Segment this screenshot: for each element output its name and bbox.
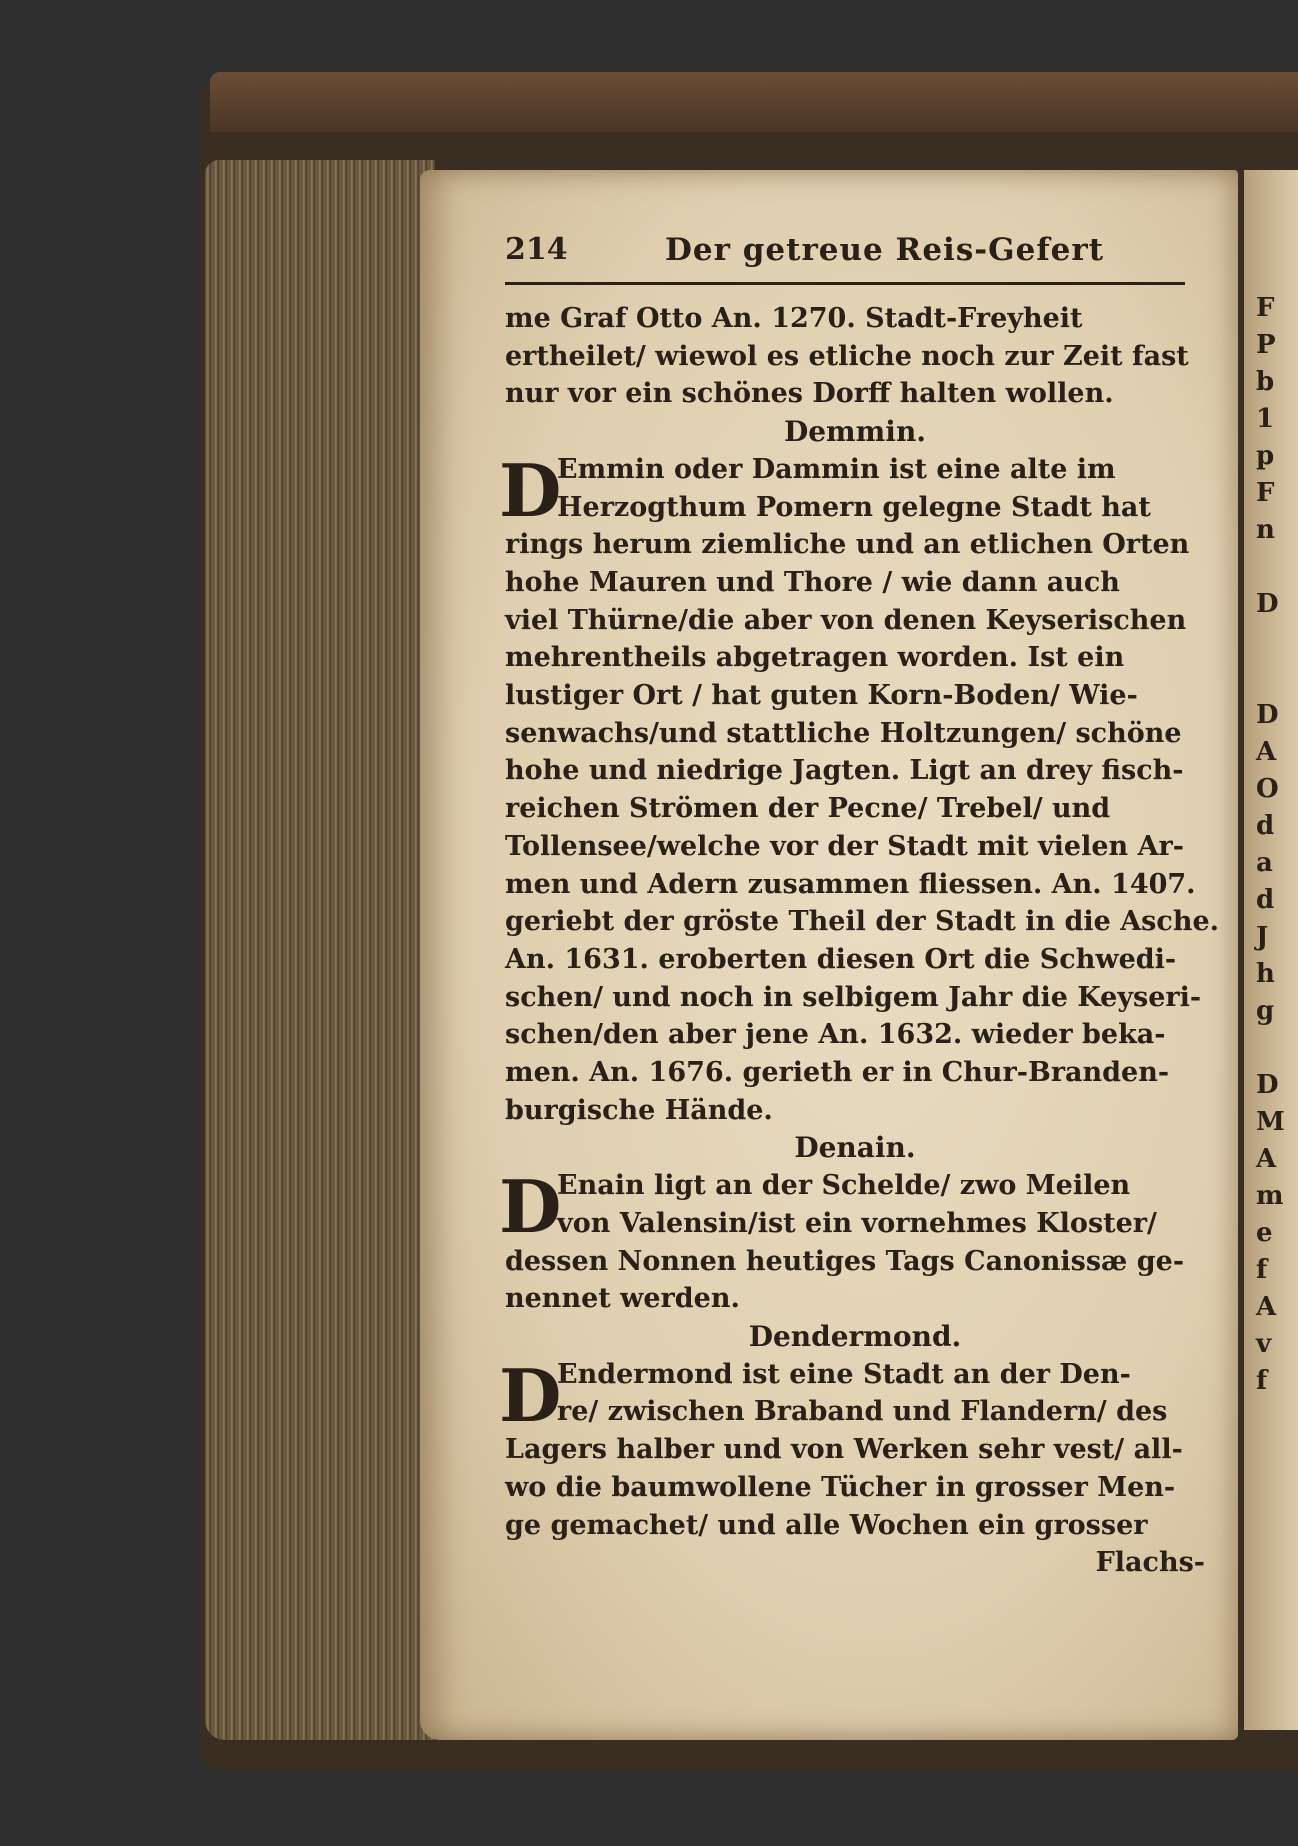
text-line: wo die baumwollene Tücher in grosser Men- <box>505 1471 1176 1503</box>
text-line: ertheilet/ wiewol es etliche noch zur Zeit fast <box>505 340 1189 372</box>
text-line: Lagers halber und von Werken sehr vest/ all- <box>505 1434 1183 1466</box>
text-line: Endermond ist eine Stadt an der Den- <box>557 1358 1131 1390</box>
text-line: lustiger Ort / hat guten Korn-Boden/ Wie- <box>505 680 1138 712</box>
text-line: Herzogthum Pomern gelegne Stadt hat <box>557 491 1151 523</box>
page-body <box>499 300 1220 1582</box>
section-demmin <box>499 447 1220 1130</box>
text-line: rings herum ziemliche und an etlichen Orten <box>505 529 1190 561</box>
drop-cap: D <box>499 1352 562 1438</box>
text-line: hohe und niedrige Jagten. Ligt an drey fisch- <box>505 755 1184 787</box>
catchword: Flachs- <box>1095 1547 1205 1579</box>
section-heading-dendermond: Dendermond. <box>748 1319 962 1353</box>
page-header <box>505 232 1185 285</box>
page-number: 214 <box>505 232 568 267</box>
text-line: me Graf Otto An. 1270. Stadt-Freyheit <box>505 303 1083 334</box>
page-edges <box>205 160 435 1740</box>
section-heading-demmin: Demmin. <box>783 415 927 449</box>
drop-cap: D <box>499 1164 562 1250</box>
text-line: geriebt der gröste Theil der Stadt in die Asche. <box>505 906 1220 938</box>
drop-cap: D <box>499 447 562 533</box>
text-line: senwachs/und stattliche Holtzungen/ schöne <box>505 717 1182 749</box>
section-dendermond <box>499 1352 1205 1545</box>
text-line: viel Thürne/die aber von denen Keyserischen <box>505 604 1187 636</box>
text-line: nennet werden. <box>505 1283 740 1315</box>
text-line: men und Adern zusammen fliessen. An. 1407. <box>505 868 1196 900</box>
facing-page-fragment: F P b 1 p F n D D A O d a d J h g D M A m e f A v f <box>1256 293 1285 1396</box>
text-line: schen/ und noch in selbigem Jahr die Keyseri- <box>505 981 1202 1013</box>
text-line: schen/den aber jene An. 1632. wieder beka- <box>505 1019 1166 1051</box>
text-line: An. 1631. eroberten diesen Ort die Schwedi- <box>505 943 1177 975</box>
section-heading-denain: Denain. <box>794 1131 916 1165</box>
text-line: re/ zwischen Braband und Flandern/ des <box>557 1396 1168 1428</box>
text-line: burgische Hände. <box>505 1094 773 1126</box>
text-line: hohe Mauren und Thore / wie dann auch <box>505 566 1120 598</box>
text-line: von Valensin/ist ein vornehmes Kloster/ <box>557 1207 1157 1239</box>
text-line: nur vor ein schönes Dorff halten wollen. <box>505 378 1114 410</box>
text-line: Emmin oder Dammin ist eine alte im <box>557 453 1116 485</box>
running-title: Der getreue Reis-Gefert <box>665 232 1105 268</box>
text-line: reichen Strömen der Pecne/ Trebel/ und <box>505 793 1111 825</box>
text-line: dessen Nonnen heutiges Tags Canonissæ ge- <box>505 1245 1185 1277</box>
text-line: Enain ligt an der Schelde/ zwo Meilen <box>557 1170 1131 1202</box>
facing-page-edge <box>1244 170 1298 1730</box>
section-denain <box>499 1164 1205 1318</box>
text-line: ge gemachet/ und alle Wochen ein grosser <box>505 1509 1148 1541</box>
text-line: Tollensee/welche vor der Stadt mit vielen Ar- <box>505 830 1184 862</box>
text-line: mehrentheils abgetragen worden. Ist ein <box>505 642 1125 674</box>
text-line: men. An. 1676. gerieth er in Chur-Branden- <box>505 1057 1170 1089</box>
book-spine-top <box>210 72 1298 132</box>
